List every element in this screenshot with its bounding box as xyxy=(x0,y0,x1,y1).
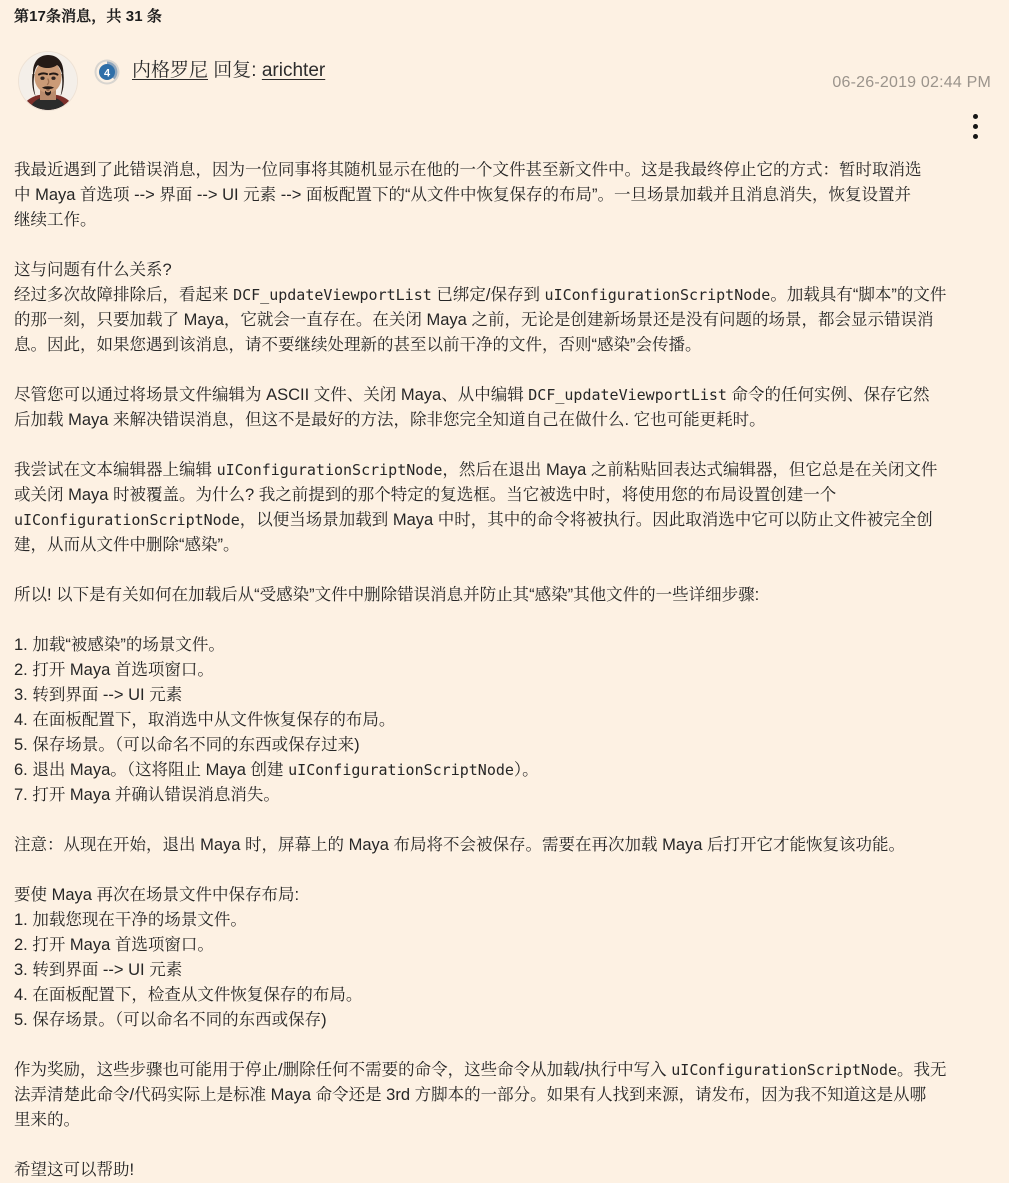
list-item xyxy=(14,758,995,783)
code-token: DCF_updateViewportList xyxy=(233,286,432,304)
list-item: 2. 打开 Maya 首选项窗口。 xyxy=(14,661,214,679)
text-line: 息。因此，如果您遇到该消息，请不要继续处理新的甚至以前干净的文件，否则“感染”会传播。 xyxy=(14,336,702,354)
text-line: 后加载 Maya 来解决错误消息，但这不是最好的方法，除非您完全知道自己在做什么. 它也可能更耗时。 xyxy=(14,411,766,429)
text-line: 我最近遇到了此错误消息，因为一位同事将其随机显示在他的一个文件甚至新文件中。这是我最终停止它的方式：暂时取消选 xyxy=(14,161,922,179)
post-header xyxy=(0,26,1009,130)
code-token: uIConfigurationScriptNode xyxy=(216,461,443,479)
post-body xyxy=(0,158,1009,1183)
list-item: 5. 保存场景。（可以命名不同的东西或保存) xyxy=(14,1011,327,1029)
reputation-badge[interactable] xyxy=(94,59,120,85)
code-token: uIConfigurationScriptNode xyxy=(14,511,240,529)
list-item: 2. 打开 Maya 首选项窗口。 xyxy=(14,936,214,954)
steps-list-remove-infection xyxy=(14,633,995,808)
text-run: ，然后在退出 Maya 之前粘贴回表达式编辑器，但它总是在关闭文件 xyxy=(442,461,938,479)
list-item: 1. 加载“被感染”的场景文件。 xyxy=(14,636,225,654)
list-item: 3. 转到界面 --> UI 元素 xyxy=(14,961,183,979)
paragraph-ascii-workaround xyxy=(14,383,995,433)
list-item: 1. 加载您现在干净的场景文件。 xyxy=(14,911,247,929)
code-token: uIConfigurationScriptNode xyxy=(544,286,771,304)
list-item: 7. 打开 Maya 并确认错误消息消失。 xyxy=(14,786,280,804)
text-line xyxy=(14,383,995,408)
kebab-dot xyxy=(973,124,978,129)
text-run: 经过多次故障排除后，看起来 xyxy=(14,286,234,304)
paragraph-note xyxy=(14,833,995,858)
text-run: 6. 退出 Maya。（这将阻止 Maya 创建 xyxy=(14,761,289,779)
text-run: ）。 xyxy=(513,761,539,779)
reputation-badge-count: 4 xyxy=(103,67,111,80)
paragraph-intro xyxy=(14,158,995,233)
reply-to-link[interactable]: arichter xyxy=(261,60,326,81)
text-run: 。加载具有“脚本”的文件 xyxy=(770,286,947,304)
avatar[interactable] xyxy=(19,52,77,110)
text-line: 注意：从现在开始，退出 Maya 时，屏幕上的 Maya 布局将不会被保存。需要在再次加载 Maya 后打开它才能恢复该功能。 xyxy=(14,836,906,854)
kebab-menu-icon[interactable] xyxy=(973,114,979,140)
list-item: 5. 保存场景。（可以命名不同的东西或保存过来) xyxy=(14,736,360,754)
text-line: 里来的。 xyxy=(14,1111,80,1129)
paragraph-bonus xyxy=(14,1058,995,1133)
kebab-dot xyxy=(973,134,978,139)
text-line: 的那一刻，只要加载了 Maya，它就会一直存在。在关闭 Maya 之前，无论是创建新场景还是没有问题的场景，都会显示错误消 xyxy=(14,311,934,329)
text-line: 希望这可以帮助! xyxy=(14,1161,135,1179)
steps-list-restore-layout xyxy=(14,883,995,1033)
text-line xyxy=(14,458,995,483)
text-line: 这与问题有什么关系? xyxy=(14,261,172,279)
text-line: 所以! 以下是有关如何在加载后从“受感染”文件中删除错误消息并防止其“感染”其他文件的一些详细步骤: xyxy=(14,586,760,604)
text-run: 。我无 xyxy=(897,1061,947,1079)
paragraph-script-node xyxy=(14,458,995,558)
text-run: 命令的任何实例、保存它然 xyxy=(726,386,930,404)
text-line: 继续工作。 xyxy=(14,211,97,229)
byline xyxy=(132,58,325,84)
kebab-dot xyxy=(973,114,978,119)
list-item: 4. 在面板配置下，检查从文件恢复保存的布局。 xyxy=(14,986,363,1004)
code-token: uIConfigurationScriptNode xyxy=(671,1061,898,1079)
post-timestamp: 06-26-2019 02:44 PM xyxy=(832,74,991,91)
list-item: 3. 转到界面 --> UI 元素 xyxy=(14,686,183,704)
text-run: 已绑定/保存到 xyxy=(431,286,545,304)
text-line xyxy=(14,283,995,308)
section-subtitle: 要使 Maya 再次在场景文件中保存布局: xyxy=(14,886,300,904)
text-run: ，以便当场景加载到 Maya 中时，其中的命令将被执行。因此取消选中它可以防止文件被完全创 xyxy=(239,511,933,529)
text-line: 建，从而从文件中删除“感染”。 xyxy=(14,536,240,554)
text-run: 尽管您可以通过将场景文件编辑为 ASCII 文件、关闭 Maya、从中编辑 xyxy=(14,386,529,404)
text-line: 或关闭 Maya 时被覆盖。为什么? 我之前提到的那个特定的复选框。当它被选中时，将使用您的布局设置创建一个 xyxy=(14,486,837,504)
text-line xyxy=(14,1058,995,1083)
text-run: 作为奖励，这些步骤也可能用于停止/删除任何不需要的命令，这些命令从加载/执行中写入 xyxy=(14,1061,672,1079)
post-counter: 第17条消息，共 31 条 xyxy=(14,8,163,25)
text-line: 中 Maya 首选项 --> 界面 --> UI 元素 --> 面板配置下的“从文件中恢复保存的布局”。一旦场景加载并且消息消失，恢复设置并 xyxy=(14,186,911,204)
text-line xyxy=(14,508,995,533)
list-item: 4. 在面板配置下，取消选中从文件恢复保存的布局。 xyxy=(14,711,396,729)
author-link[interactable]: 内格罗尼 xyxy=(132,60,209,81)
paragraph-relevance xyxy=(14,258,995,358)
reply-separator: 回复: xyxy=(213,60,257,81)
paragraph-steps-intro xyxy=(14,583,995,608)
paragraph-closing xyxy=(14,1158,995,1183)
code-token: DCF_updateViewportList xyxy=(528,386,727,404)
text-line: 法弄清楚此命令/代码实际上是标准 Maya 命令还是 3rd 方脚本的一部分。如果有人找到来源，请发布，因为我不知道这是从哪 xyxy=(14,1086,927,1104)
code-token: uIConfigurationScriptNode xyxy=(288,761,514,779)
text-run: 我尝试在文本编辑器上编辑 xyxy=(14,461,217,479)
